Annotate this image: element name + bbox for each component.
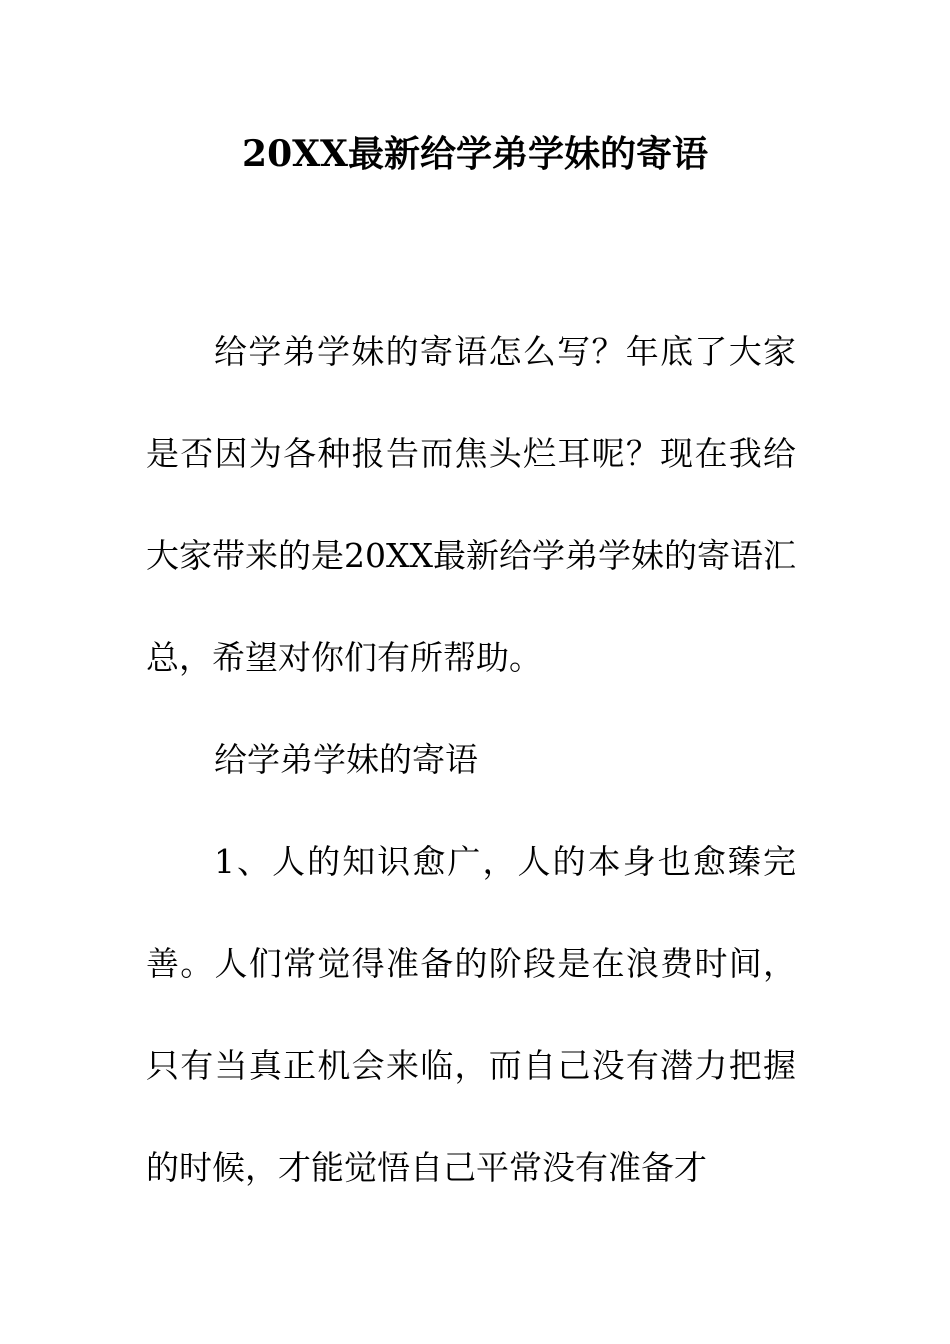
document-title: 20XX最新给学弟学妹的寄语 — [242, 133, 708, 175]
intro-paragraph: 给学弟学妹的寄语怎么写？年底了大家是否因为各种报告而焦头烂耳呢？现在我给大家带来的是20XX最新给学弟学妹的寄语汇总，希望对你们有所帮助。 — [146, 332, 796, 677]
section-heading: 给学弟学妹的寄语 — [214, 740, 478, 779]
item-paragraph-1: 1、人的知识愈广，人的本身也愈臻完善。人们常觉得准备的阶段是在浪费时间，只有当真正机会来临，而自己没有潜力把握的时候，才能觉悟自己平常没有准备才 — [146, 842, 796, 1187]
document-body — [146, 301, 796, 1219]
